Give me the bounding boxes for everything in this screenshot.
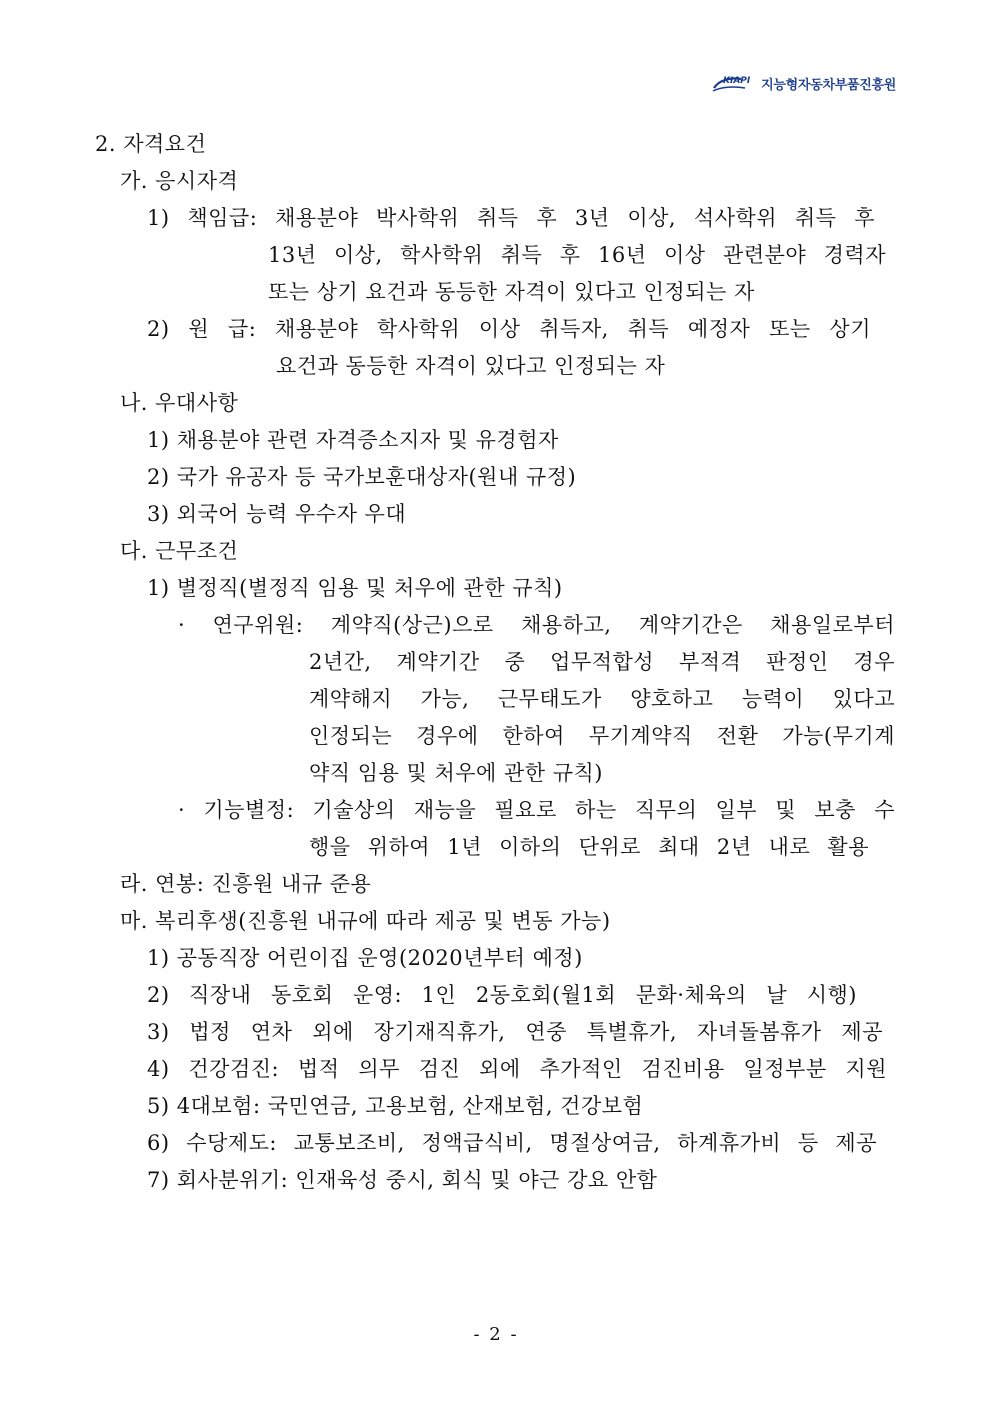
list-item: 2) 직장내 동호회 운영: 1인 2동호회(월1회 문화·체육의 날 시행) (147, 983, 857, 1007)
logo-mark: KIAPI (723, 76, 751, 86)
bullet-item: · 기능별정: 기술상의 재능을 필요로 하는 직무의 일부 및 보충 수 (178, 798, 895, 822)
bullet-item-continuation: 계약해지 가능, 근무태도가 양호하고 능력이 있다고 (309, 687, 895, 711)
kiapi-logo-icon (711, 72, 755, 94)
bullet-item-continuation: 2년간, 계약기간 중 업무적합성 부적격 판정인 경우 (309, 650, 895, 674)
subsection-heading: 라. 연봉: 진흥원 내규 준용 (120, 872, 372, 896)
list-item-continuation: 요건과 동등한 자격이 있다고 인정되는 자 (276, 354, 666, 378)
list-item-continuation: 또는 상기 요건과 동등한 자격이 있다고 인정되는 자 (268, 280, 755, 304)
bullet-item-continuation: 인정되는 경우에 한하여 무기계약직 전환 가능(무기계 (309, 724, 895, 748)
section-heading: 2. 자격요건 (95, 132, 207, 156)
subsection-heading: 마. 복리후생(진흥원 내규에 따라 제공 및 변동 가능) (120, 909, 611, 933)
list-item: 1) 책임급: 채용분야 박사학위 취득 후 3년 이상, 석사학위 취득 후 (147, 206, 875, 230)
page-number: - 2 - (473, 1324, 519, 1345)
bullet-item-continuation: 행을 위하여 1년 이하의 단위로 최대 2년 내로 활용 (309, 835, 869, 859)
list-item: 1) 공동직장 어린이집 운영(2020년부터 예정) (147, 946, 583, 970)
bullet-item: · 연구위원: 계약직(상근)으로 채용하고, 계약기간은 채용일로부터 (178, 613, 895, 637)
list-item: 2) 원 급: 채용분야 학사학위 이상 취득자, 취득 예정자 또는 상기 (147, 317, 871, 341)
list-item: 7) 회사분위기: 인재육성 중시, 회식 및 야근 강요 안함 (147, 1168, 658, 1192)
list-item: 4) 건강검진: 법적 의무 검진 외에 추가적인 검진비용 일정부분 지원 (147, 1057, 887, 1081)
list-item: 6) 수당제도: 교통보조비, 정액급식비, 명절상여금, 하계휴가비 등 제공 (147, 1131, 877, 1155)
subsection-heading: 나. 우대사항 (120, 391, 239, 415)
subsection-heading: 다. 근무조건 (120, 539, 239, 563)
list-item: 1) 채용분야 관련 자격증소지자 및 유경험자 (147, 428, 559, 452)
list-item: 3) 법정 연차 외에 장기재직휴가, 연중 특별휴가, 자녀돌봄휴가 제공 (147, 1020, 883, 1044)
list-item-continuation: 13년 이상, 학사학위 취득 후 16년 이상 관련분야 경력자 (268, 243, 886, 267)
list-item: 2) 국가 유공자 등 국가보훈대상자(원내 규정) (147, 465, 577, 489)
org-name: 지능형자동차부품진흥원 (761, 77, 896, 93)
header-logo (711, 72, 896, 94)
list-item: 1) 별정직(별정직 임용 및 처우에 관한 규칙) (147, 576, 563, 600)
list-item: 5) 4대보험: 국민연금, 고용보험, 산재보험, 건강보험 (147, 1094, 644, 1118)
subsection-heading: 가. 응시자격 (120, 169, 239, 193)
bullet-item-continuation: 약직 임용 및 처우에 관한 규칙) (309, 761, 604, 785)
list-item: 3) 외국어 능력 우수자 우대 (147, 502, 407, 526)
